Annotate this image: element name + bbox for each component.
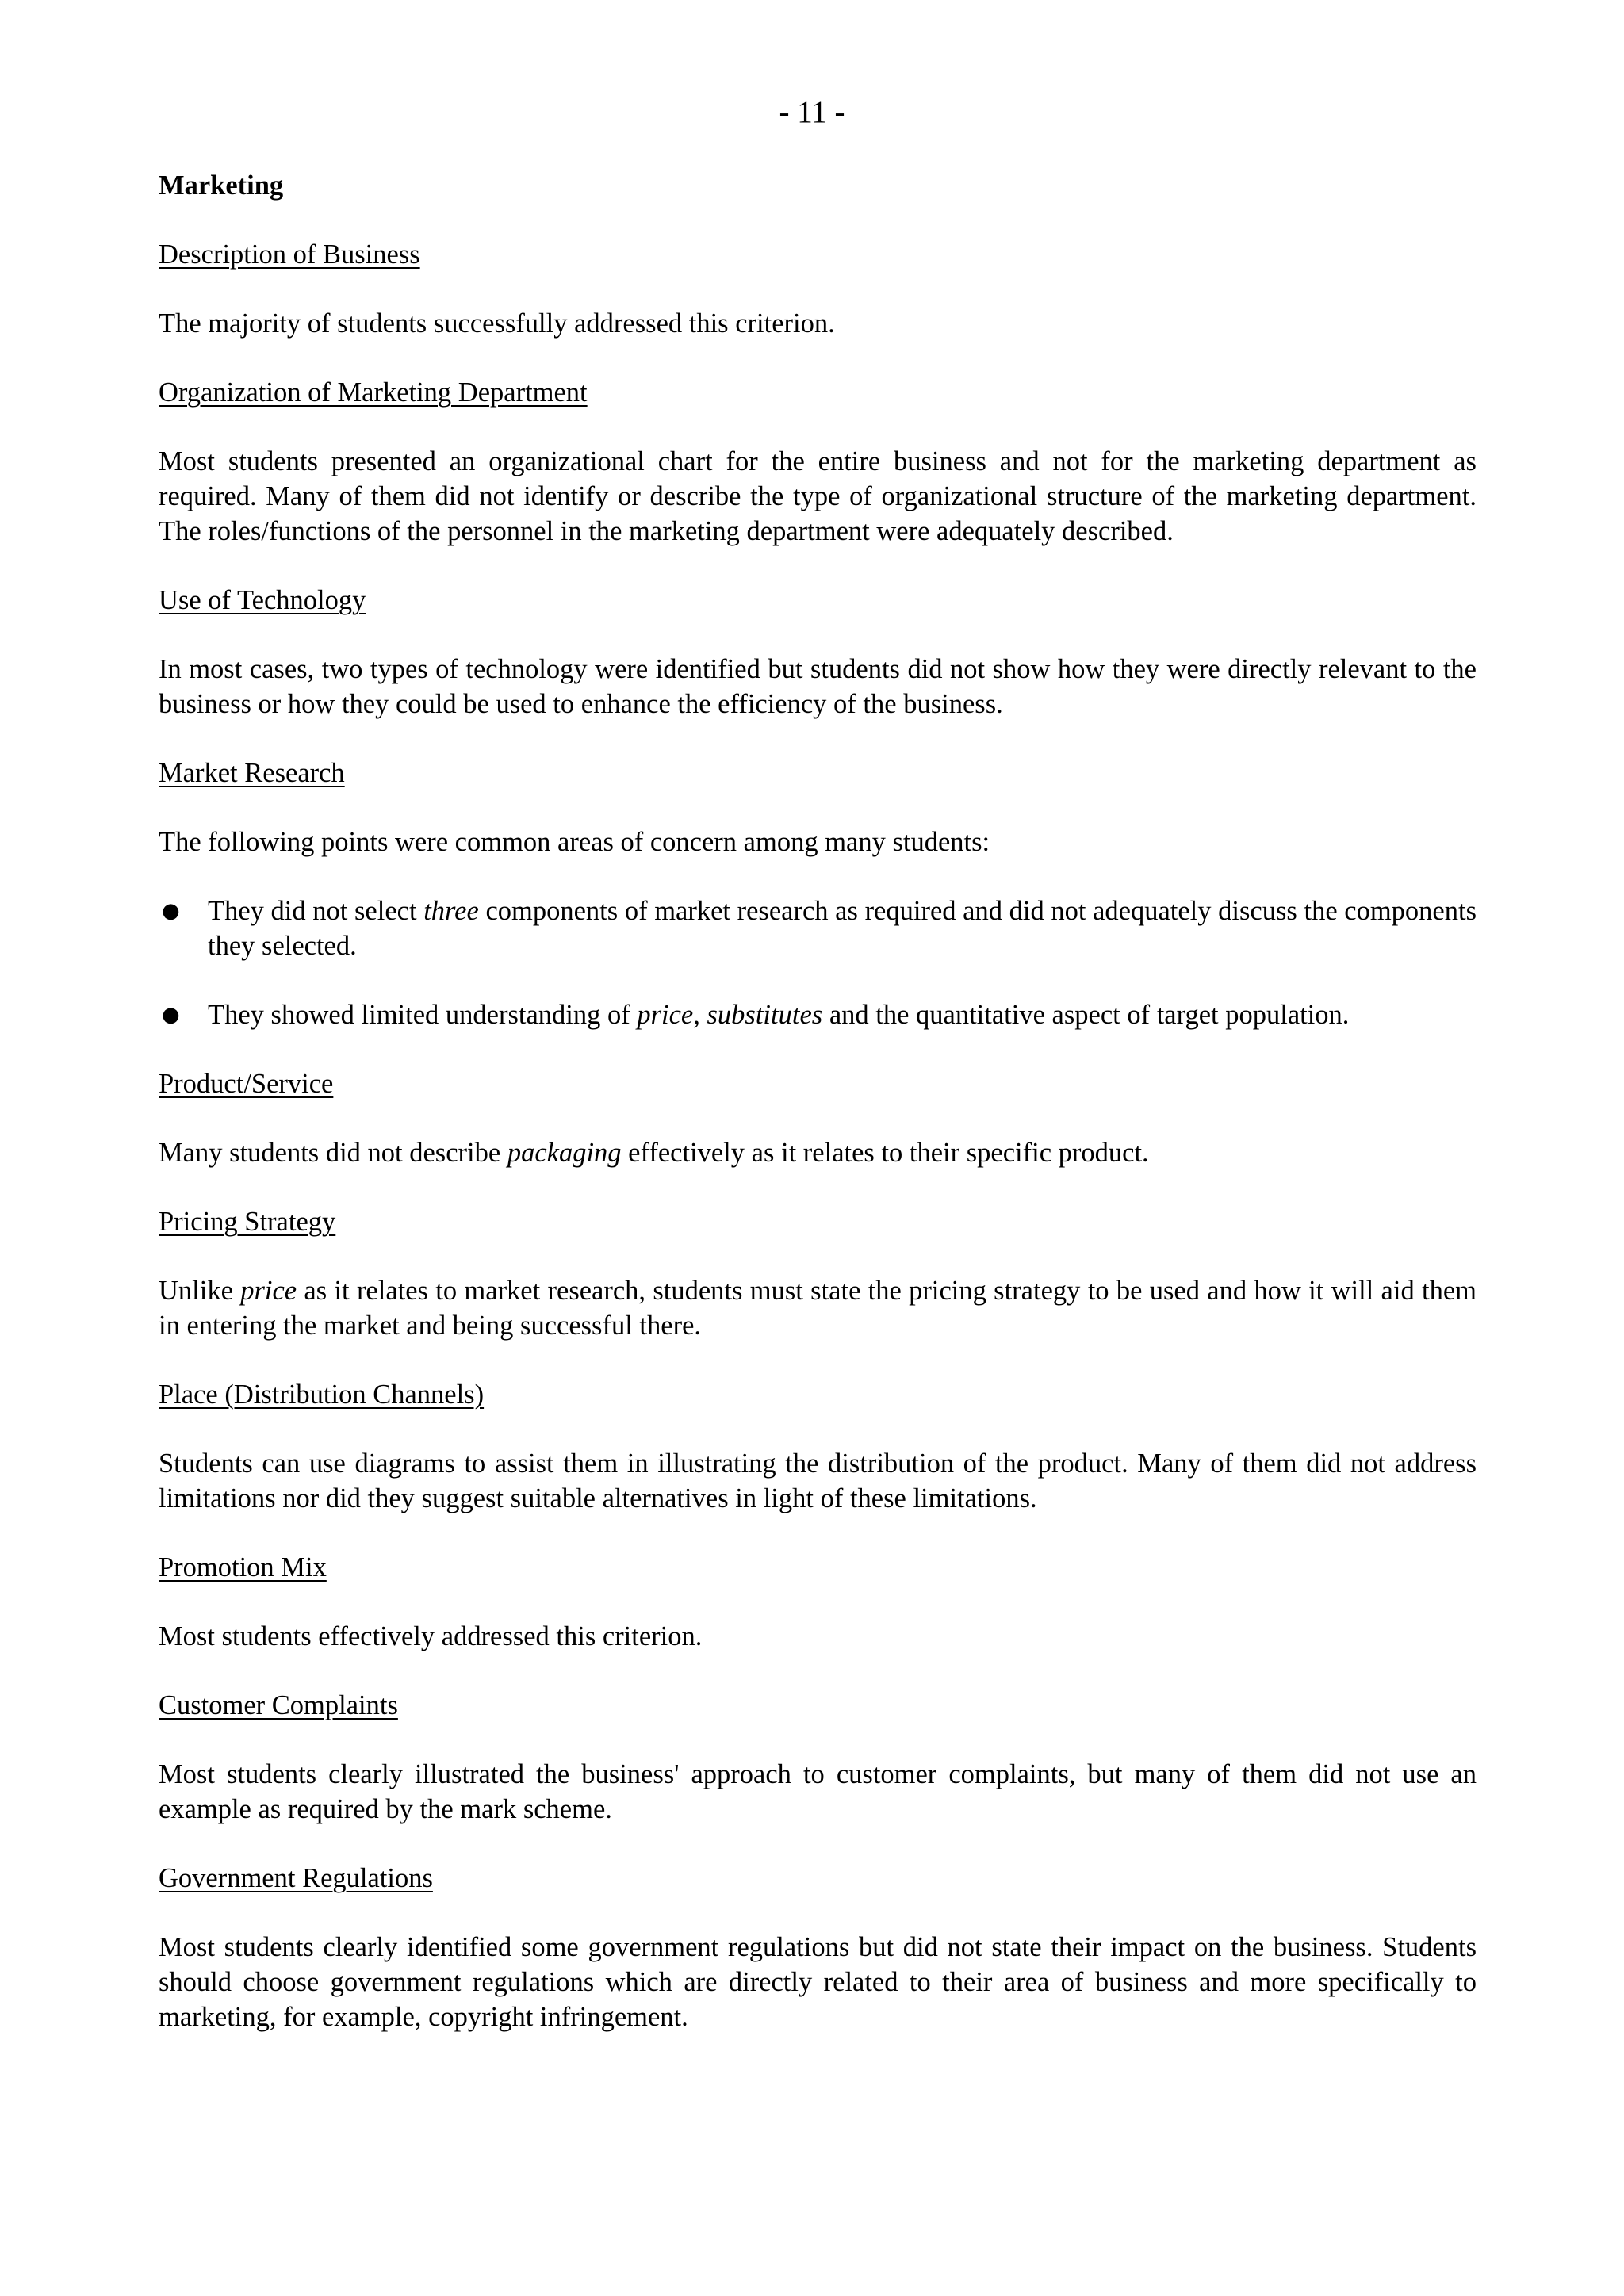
page-number: - 11 - <box>779 95 845 129</box>
paragraph-government-regulations: Most students clearly identified some government regulations but did not state their impact on the business. Students should choose government regulations which are directly related to their area of business and more specifically to marketing, for example, copyright infringement. <box>159 1932 1477 2032</box>
heading-organization: Organization of Marketing Department <box>159 377 588 408</box>
paragraph-place: Students can use diagrams to assist them in illustrating the distribution of the product. Many of them did not address limitations nor did they suggest suitable alternatives in light of these limitations. <box>159 1448 1477 1513</box>
heading-government-regulations: Government Regulations <box>159 1863 433 1893</box>
bullet-icon: ● <box>162 1003 180 1027</box>
heading-product-service: Product/Service <box>159 1069 334 1099</box>
bullet-icon: ● <box>162 899 180 923</box>
section-title: Marketing <box>159 170 284 201</box>
paragraph-promotion-mix: Most students effectively addressed this criterion. <box>159 1621 703 1651</box>
heading-description-of-business: Description of Business <box>159 239 420 270</box>
bullet-item: ● They did not select three components of market research as required and did not adequately discuss the components they selected. <box>159 894 1477 963</box>
paragraph-pricing-strategy: Unlike price as it relates to market research, students must state the pricing strategy to be used and how it will aid them in entering the market and being successful there. <box>159 1276 1477 1341</box>
document-body <box>159 168 1477 2068</box>
heading-pricing-strategy: Pricing Strategy <box>159 1207 336 1237</box>
paragraph-customer-complaints: Most students clearly illustrated the business' approach to customer complaints, but many of them did not use an example as required by the mark scheme. <box>159 1759 1477 1824</box>
market-research-bullet-list <box>159 894 1477 1032</box>
paragraph-product-service: Many students did not describe packaging effectively as it relates to their specific product. <box>159 1138 1149 1168</box>
paragraph-market-research: The following points were common areas of concern among many students: <box>159 827 990 857</box>
bullet-item: ● They showed limited understanding of price, substitutes and the quantitative aspect of target population. <box>159 997 1477 1032</box>
paragraph-organization: Most students presented an organizational chart for the entire business and not for the marketing department as required. Many of them did not identify or describe the type of organizational structure of the marketing department. The roles/functions of the personnel in the marketing department were adequately described. <box>159 446 1477 546</box>
paragraph-description-of-business: The majority of students successfully addressed this criterion. <box>159 308 835 339</box>
heading-customer-complaints: Customer Complaints <box>159 1690 398 1720</box>
heading-promotion-mix: Promotion Mix <box>159 1552 327 1582</box>
heading-place: Place (Distribution Channels) <box>159 1380 485 1410</box>
heading-market-research: Market Research <box>159 758 345 788</box>
heading-use-of-technology: Use of Technology <box>159 585 366 615</box>
paragraph-use-of-technology: In most cases, two types of technology were identified but students did not show how they were directly relevant to the business or how they could be used to enhance the efficiency of the business. <box>159 654 1477 719</box>
